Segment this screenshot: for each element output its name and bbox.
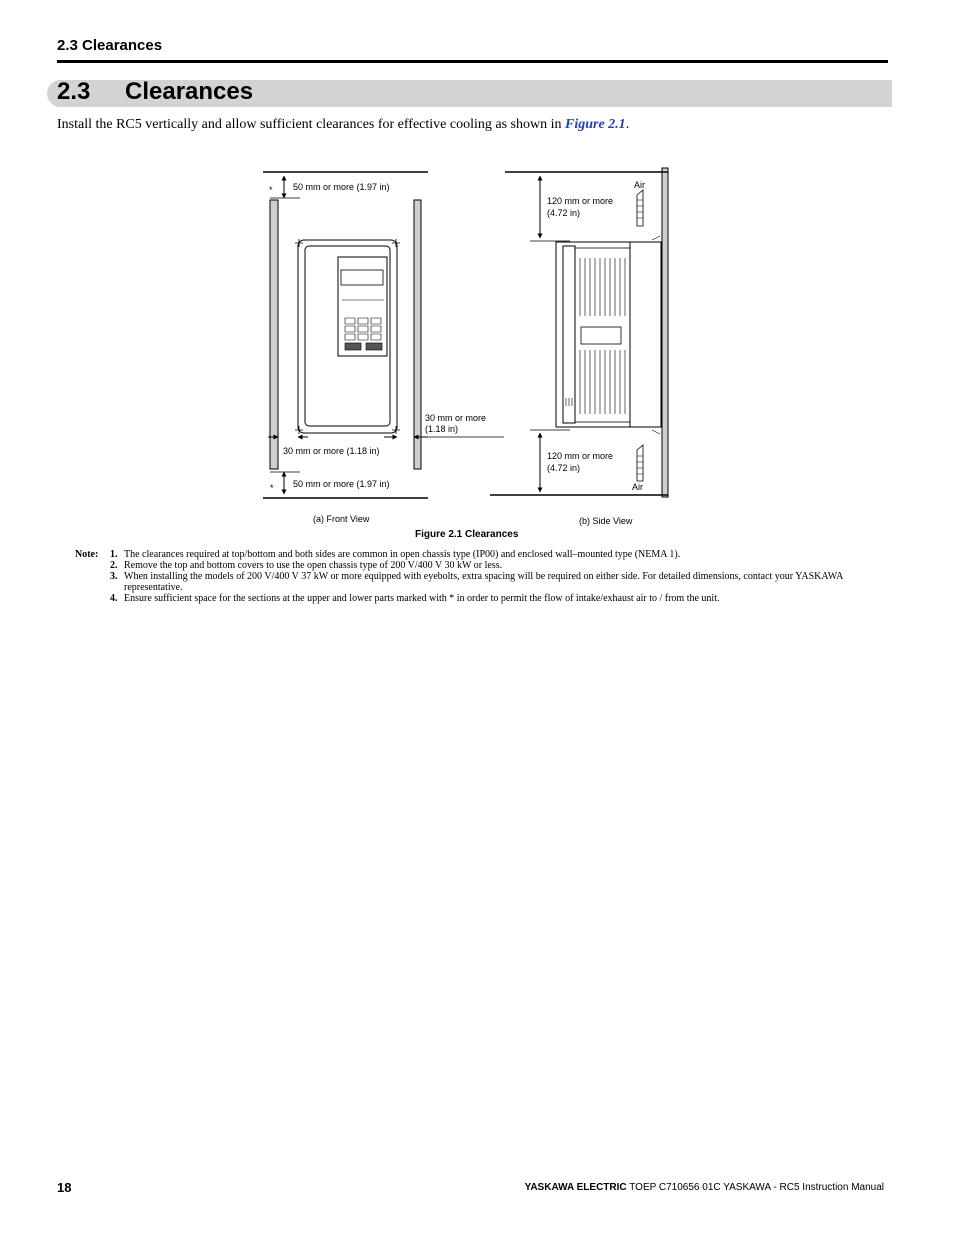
note-text: Ensure sufficient space for the sections at the upper and lower parts marked with * in order to permit the flow of intake/exhaust air to / from the unit. [124,593,720,604]
footer-brand: YASKAWA ELECTRIC [524,1182,627,1193]
note-number: 3. [110,571,118,582]
front-top-asterisk: * [269,185,273,195]
side-bottom-clearance-label: 120 mm or more [547,451,614,461]
note-item [110,593,870,604]
note-number: 2. [110,560,118,571]
section-number: 2.3 [57,78,91,105]
figure-caption: Figure 2.1 Clearances [415,529,519,540]
note-item [110,560,870,571]
running-head: 2.3 Clearances [57,37,163,54]
front-right-clearance-label-2: (1.18 in) [425,424,459,434]
intro-text-end: . [625,117,630,132]
note-text: The clearances required at top/bottom and both sides are common in open chassis type (IP00) and enclosed wall–mounted type (NEMA 1). [124,549,681,560]
note-number: 4. [110,593,118,604]
front-bottom-asterisk: * [270,483,274,493]
side-view-caption: (b) Side View [579,516,633,526]
page-number: 18 [57,1180,72,1195]
intro-text: Install the RC5 vertically and allow sufficient clearances for effective cooling as shown in [57,117,565,132]
note-text: Remove the top and bottom covers to use the open chassis type of 200 V/400 V 30 kW or less. [124,560,503,571]
note-item [110,571,870,593]
figure-link[interactable]: Figure 2.1 [565,117,626,132]
footer-doc-title: TOEP C710656 01C YASKAWA - RC5 Instruction Manual [626,1182,884,1193]
side-air-bottom-label: Air [632,482,643,492]
front-left-clearance-label: 30 mm or more (1.18 in) [283,446,380,456]
footer-doc-info [525,1182,884,1193]
front-top-clearance-label: 50 mm or more (1.97 in) [293,182,390,192]
front-view-caption: (a) Front View [313,514,370,524]
note-text: When installing the models of 200 V/400 V 37 kW or more equipped with eyebolts, extra spacing will be required on either side. For detailed dimensions, contact your YASKAWA representative. [124,571,843,593]
clearances-drawing [0,0,954,560]
section-title: Clearances [125,78,254,105]
front-right-clearance-label: 30 mm or more [425,413,487,423]
side-bottom-clearance-label-2: (4.72 in) [547,463,581,473]
clearances-figure [0,0,954,560]
note-item [110,549,870,560]
side-top-clearance-label: 120 mm or more [547,196,614,206]
front-bottom-clearance-label: 50 mm or more (1.97 in) [293,479,390,489]
side-air-top-label: Air [634,180,645,190]
note-label: Note: [75,549,99,560]
note-number: 1. [110,549,118,560]
side-top-clearance-label-2: (4.72 in) [547,208,581,218]
